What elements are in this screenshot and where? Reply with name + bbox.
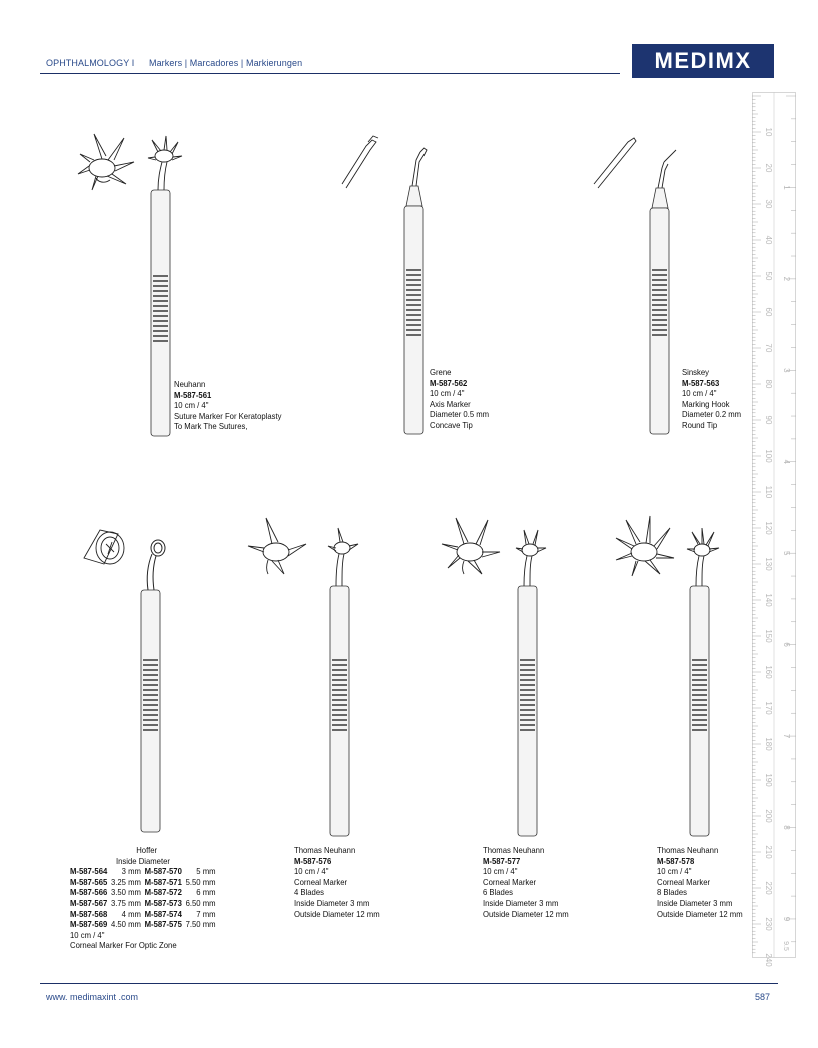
neuhann-tip-detail-icon (78, 134, 134, 190)
ruler-inch-label: 1 (782, 185, 791, 190)
table-row (70, 887, 219, 898)
sinskey-label (682, 367, 741, 431)
product-name: Thomas Neuhann (483, 845, 545, 855)
product-name: Sinskey (682, 367, 709, 377)
table-row (70, 877, 219, 888)
ruler-mm-label: 20 (764, 163, 773, 173)
product-desc: To Mark The Sutures, (174, 421, 248, 432)
product-size: 6 mm (196, 887, 216, 898)
product-code: M-587-561 (174, 389, 212, 400)
thomas-neuhann-4-blade-illustration (244, 514, 364, 844)
product-length: 10 cm / 4" (657, 866, 692, 877)
product-code: M-587-569 (70, 919, 108, 930)
product-desc: 8 Blades (657, 887, 687, 898)
product-code: M-587-572 (144, 887, 182, 898)
grene-label (430, 367, 489, 431)
ruler-mm-label: 210 (764, 845, 773, 859)
product-code: M-587-576 (294, 855, 332, 866)
product-size: 5.50 mm (185, 876, 216, 887)
ruler-inch-label: 5 (782, 550, 791, 556)
product-desc: Axis Marker (430, 398, 471, 409)
ruler-mm-label: 70 (764, 343, 773, 353)
page-header (46, 58, 302, 68)
ruler-mm-label: 30 (764, 199, 773, 209)
product-code: M-587-566 (70, 887, 108, 898)
ruler-inch-label: 2 (782, 276, 791, 282)
ruler-mm-label: 10 (764, 127, 773, 137)
product-desc: 6 Blades (483, 887, 513, 898)
ruler-mm-label: 60 (764, 307, 773, 317)
footer-website: www. medimaxint .com (46, 992, 139, 1002)
table-row (70, 919, 219, 930)
ruler-mm-label: 130 (764, 557, 773, 571)
product-name: Thomas Neuhann (294, 845, 356, 855)
product-code: M-587-567 (70, 897, 108, 908)
ruler-mm-label: 170 (764, 701, 773, 715)
grene-tip-detail-icon (342, 136, 378, 188)
medimax-logo (632, 44, 774, 78)
product-size: 4 mm (121, 908, 141, 919)
product-length: 10 cm / 4" (294, 866, 329, 877)
product-desc: Outside Diameter 12 mm (294, 908, 380, 919)
product-code: M-587-574 (144, 908, 182, 919)
hoffer-label (70, 845, 219, 951)
product-code: M-587-563 (682, 377, 720, 388)
product-desc: Concave Tip (430, 419, 473, 430)
thomas-neuhann-8-label (657, 845, 743, 919)
product-size: 7 mm (196, 908, 216, 919)
ruler-mm-label: 180 (764, 737, 773, 751)
ruler-mm-label: 230 (764, 917, 773, 931)
table-row (70, 866, 219, 877)
product-size: 3 mm (121, 866, 141, 877)
ruler-mm-label: 120 (764, 521, 773, 535)
six-blade-tip-detail-icon (442, 518, 500, 574)
ruler-inch-label: 4 (782, 459, 791, 464)
product-name: Thomas Neuhann (657, 845, 719, 855)
ruler-end-label: 9.5 (782, 941, 789, 951)
product-size: 5 mm (196, 866, 216, 877)
thomas-neuhann-6-label (483, 845, 569, 919)
product-desc: Suture Marker For Keratoplasty (174, 410, 282, 421)
hoffer-marker-illustration (80, 520, 190, 842)
thomas-neuhann-8-blade-illustration (612, 514, 732, 844)
ruler-mm-label: 200 (764, 809, 773, 823)
grene-marker-illustration (340, 130, 440, 440)
product-name: Grene (430, 367, 452, 377)
section-title: Markers | Marcadores | Markierungen (148, 58, 303, 68)
ruler-mm-label: 100 (764, 449, 773, 463)
product-name: Neuhann (174, 379, 206, 389)
product-length: 10 cm / 4" (483, 866, 518, 877)
neuhann-label (174, 379, 281, 432)
ruler-mm-label: 190 (764, 773, 773, 787)
product-size: 4.50 mm (110, 919, 141, 930)
product-desc: 4 Blades (294, 887, 324, 898)
product-code: M-587-577 (483, 855, 521, 866)
ruler-inch-label: 6 (782, 642, 791, 647)
product-subtitle: Inside Diameter (116, 855, 170, 866)
table-row (70, 909, 219, 920)
ruler-mm-label: 80 (764, 379, 773, 389)
ruler-mm-label: 140 (764, 593, 773, 607)
product-size: 6.50 mm (185, 897, 216, 908)
product-size: 3.75 mm (110, 897, 141, 908)
product-code: M-587-575 (144, 919, 182, 930)
product-length: 10 cm / 4" (70, 929, 105, 940)
measurement-ruler (752, 92, 796, 967)
product-code: M-587-571 (144, 876, 182, 887)
ruler-mm-label: 40 (764, 235, 773, 245)
ruler-mm-label: 220 (764, 881, 773, 895)
product-desc: Inside Diameter 3 mm (657, 897, 733, 908)
footer-divider (40, 983, 778, 984)
product-size: 7.50 mm (185, 919, 216, 930)
product-size: 3.50 mm (110, 887, 141, 898)
product-code: M-587-568 (70, 908, 108, 919)
eight-blade-tip-detail-icon (616, 516, 674, 576)
product-code: M-587-578 (657, 855, 695, 866)
ruler-mm-label: 90 (764, 415, 773, 425)
table-row (70, 898, 219, 909)
ruler-inch-label: 9 (782, 916, 791, 922)
thomas-neuhann-4-label (294, 845, 380, 919)
sinskey-hook-illustration (592, 132, 692, 442)
thomas-neuhann-6-blade-illustration (438, 514, 558, 844)
ruler-inch-label: 7 (782, 733, 791, 739)
ruler-mm-label: 150 (764, 629, 773, 643)
product-name: Hoffer (136, 845, 158, 855)
product-length: 10 cm / 4" (430, 388, 465, 399)
logo-text: MEDIMX (654, 48, 752, 73)
product-code: M-587-562 (430, 377, 468, 388)
product-desc: Outside Diameter 12 mm (483, 908, 569, 919)
four-blade-tip-detail-icon (248, 518, 306, 574)
ruler-inch-label: 8 (782, 825, 791, 830)
ruler-inch-label: 3 (782, 368, 791, 373)
ruler-mm-label: 160 (764, 665, 773, 679)
header-divider (40, 73, 620, 74)
sinskey-tip-detail-icon (594, 138, 636, 188)
hoffer-ring-detail-icon (84, 530, 124, 564)
product-desc: Inside Diameter 3 mm (294, 897, 370, 908)
ruler-mm-label: 240 (764, 953, 773, 967)
ruler-mm-label: 50 (764, 271, 773, 281)
product-code: M-587-570 (144, 866, 182, 877)
product-length: 10 cm / 4" (174, 400, 209, 411)
product-desc: Marking Hook (682, 398, 730, 409)
product-size: 3.25 mm (110, 876, 141, 887)
product-desc: Outside Diameter 12 mm (657, 908, 743, 919)
product-code: M-587-573 (144, 897, 182, 908)
product-desc: Round Tip (682, 419, 718, 430)
product-desc: Diameter 0.5 mm (430, 409, 490, 420)
product-code: M-587-564 (70, 866, 108, 877)
ruler-mm-label: 110 (764, 485, 773, 499)
product-desc: Corneal Marker (294, 876, 348, 887)
page-number: 587 (755, 992, 771, 1002)
product-desc: Diameter 0.2 mm (682, 409, 742, 420)
product-desc: Corneal Marker (483, 876, 537, 887)
product-desc: Corneal Marker For Optic Zone (70, 940, 177, 951)
product-desc: Corneal Marker (657, 876, 711, 887)
category-title: OPHTHALMOLOGY I (46, 58, 135, 68)
hoffer-size-table (70, 866, 219, 930)
product-code: M-587-565 (70, 876, 108, 887)
product-desc: Inside Diameter 3 mm (483, 897, 559, 908)
product-length: 10 cm / 4" (682, 388, 717, 399)
